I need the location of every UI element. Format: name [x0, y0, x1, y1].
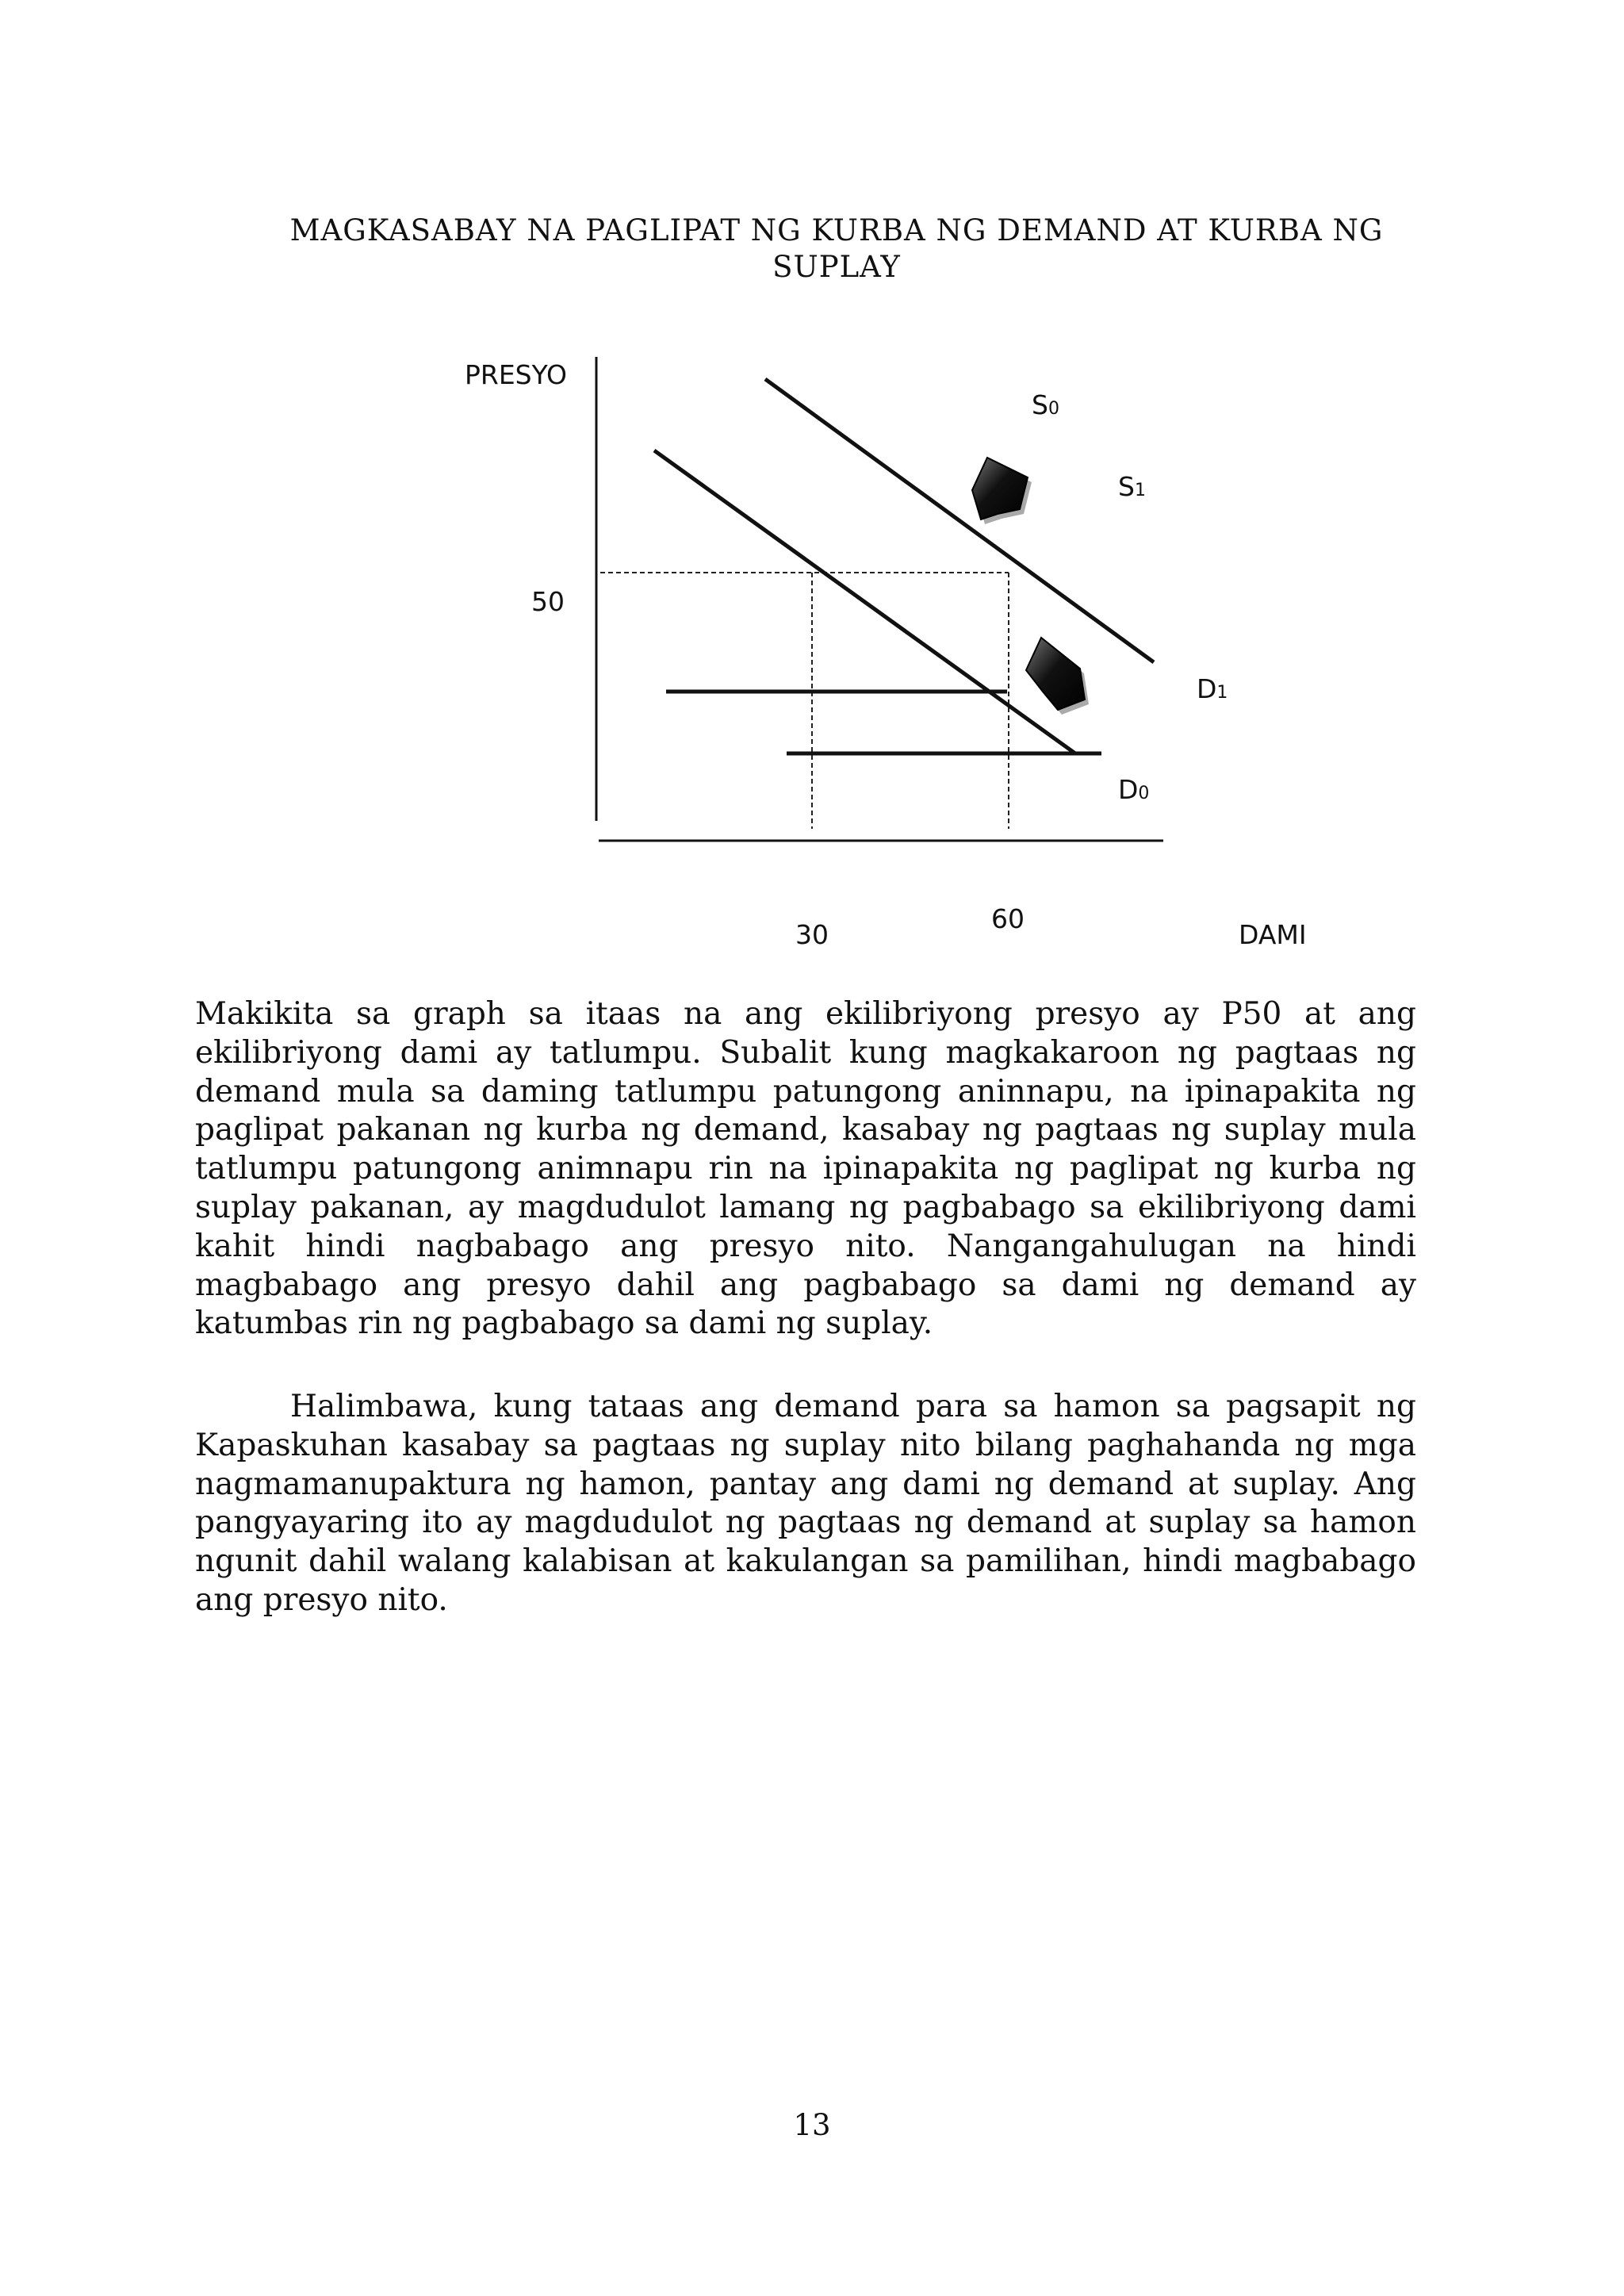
curve-label-s0	[1032, 389, 1059, 420]
curve-upper-diagonal	[765, 379, 1154, 662]
curve-label-d1	[1197, 673, 1228, 704]
curve-label-subscript: 1	[1216, 683, 1228, 703]
curve-label-letter: S	[1032, 389, 1048, 420]
x-tick-label: 30	[795, 919, 829, 950]
curve-label-d0	[1118, 774, 1149, 805]
curve-label-letter: S	[1118, 471, 1135, 502]
curve-label-letter: D	[1118, 774, 1139, 805]
shift-arrow-upper	[972, 458, 1032, 524]
paragraph-example: Halimbawa, kung tataas ang demand para sa hamon sa pagsapit ng Kapaskuhan kasabay sa pagtaas ng suplay nito bilang paghahanda ng mga nagmamanupaktura ng hamon, pantay ang dami ng demand at suplay. Ang pangyayaring ito ay magdudulot ng pagtaas ng demand at suplay sa hamon ngunit dahil walang kalabisan at kakulangan sa pamilihan, hindi magbabago ang presyo nito.	[195, 1389, 1416, 1618]
page-title: MAGKASABAY NA PAGLIPAT NG KURBA NG DEMAND AT KURBA NG SUPLAY	[289, 213, 1384, 284]
y-tick-label: 50	[531, 586, 565, 617]
curve-label-subscript: 0	[1048, 399, 1059, 419]
page-number: 13	[793, 2108, 831, 2142]
y-axis-label: PRESYO	[465, 359, 567, 390]
x-tick-label: 60	[991, 903, 1025, 934]
curve-label-letter: D	[1197, 673, 1217, 704]
shift-arrow-lower	[1026, 638, 1089, 715]
supply-demand-chart	[0, 0, 1624, 983]
paragraph-graph-explanation: Makikita sa graph sa itaas na ang ekilibriyong presyo ay P50 at ang ekilibriyong dami ay tatlumpu. Subalit kung magkakaroon ng pagtaas ng demand mula sa daming tatlumpu patungong aninnapu, na ipinapakita ng paglipat pakanan ng kurba ng demand, kasabay ng pagtaas ng suplay mula tatlumpu patungong animnapu rin na ipinapakita ng paglipat ng kurba ng suplay pakanan, ay magdudulot lamang ng pagbabago sa ekilibriyong dami kahit hindi nagbabago ang presyo nito. Nangangahulugan na hindi magbabago ang presyo dahil ang pagbabago sa dami ng demand ay katumbas rin ng pagbabago sa dami ng suplay.	[195, 996, 1416, 1342]
curve-label-s1	[1118, 471, 1146, 502]
x-axis-label: DAMI	[1239, 919, 1307, 950]
curve-label-subscript: 1	[1134, 481, 1146, 500]
curve-label-subscript: 0	[1138, 784, 1150, 803]
